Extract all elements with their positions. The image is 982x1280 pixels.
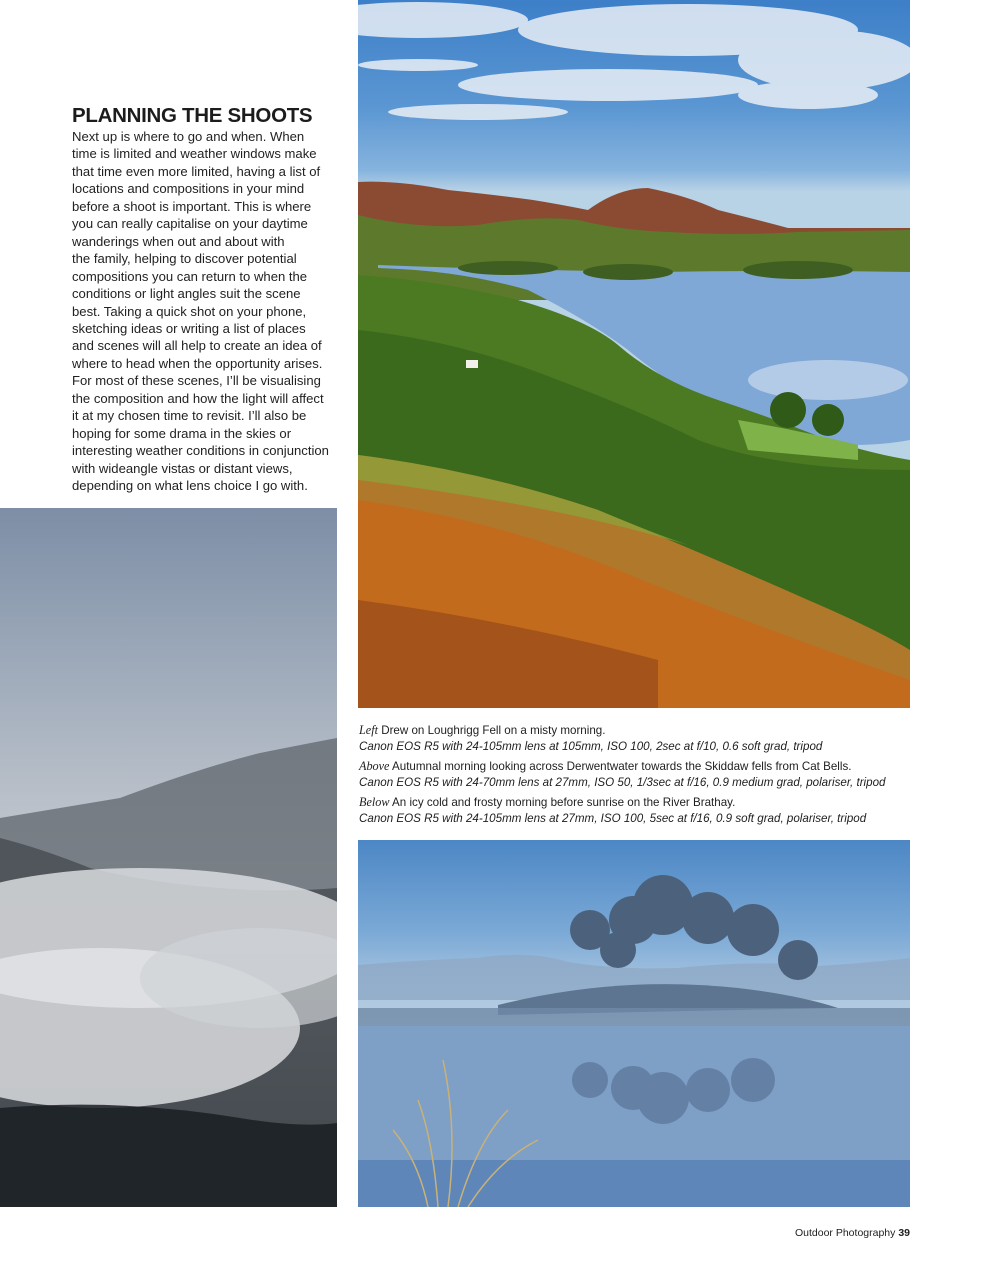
caption-description: An icy cold and frosty morning before sunrise on the River Brathay.	[389, 796, 736, 809]
article-section	[72, 104, 342, 495]
body-line: depending on what lens choice I go with.	[72, 478, 308, 494]
caption-above	[359, 758, 919, 791]
body-line: compositions you can return to when the	[72, 268, 308, 284]
section-heading: PLANNING THE SHOOTS	[72, 104, 313, 127]
caption-camera-settings: Canon EOS R5 with 24-105mm lens at 105mm, ISO 100, 2sec at f/10, 0.6 soft grad, tripod	[359, 740, 823, 753]
caption-description: Autumnal morning looking across Derwentwater towards the Skiddaw fells from Cat Bells.	[389, 760, 852, 773]
misty-fell-illustration	[0, 508, 337, 1207]
body-line: Next up is where to go and when. When	[72, 129, 305, 144]
body-line: sketching ideas or writing a list of places	[72, 320, 306, 336]
body-line: For most of these scenes, I’ll be visualising	[72, 373, 321, 389]
caption-left	[359, 722, 919, 755]
page-folio	[795, 1227, 910, 1239]
photo-derwentwater	[358, 0, 910, 708]
page-number: 39	[898, 1227, 910, 1239]
body-line: wanderings when out and about with	[72, 233, 285, 249]
body-line: you can really capitalise on your daytime	[72, 216, 308, 232]
derwentwater-landscape-illustration	[358, 0, 910, 708]
body-line: where to head when the opportunity arises.	[72, 355, 323, 371]
body-line: interesting weather conditions in conjunction	[72, 443, 329, 459]
caption-position-label: Above	[359, 759, 390, 773]
caption-position-label: Left	[359, 723, 378, 737]
article-body	[72, 128, 342, 495]
body-line: hoping for some drama in the skies or	[72, 425, 292, 441]
body-line: time is limited and weather windows make	[72, 146, 317, 162]
body-line: with wideangle vistas or distant views,	[72, 460, 293, 476]
body-line: the family, helping to discover potential	[72, 251, 297, 267]
body-line: the composition and how the light will affect	[72, 390, 324, 406]
photo-captions	[359, 722, 919, 830]
body-line: before a shoot is important. This is where	[72, 198, 312, 214]
photo-river-brathay	[358, 840, 910, 1207]
body-line: that time even more limited, having a list of	[72, 163, 321, 179]
caption-camera-settings: Canon EOS R5 with 24-70mm lens at 27mm, ISO 50, 1/3sec at f/16, 0.9 medium grad, polariser, tripod	[359, 776, 886, 789]
body-line: best. Taking a quick shot on your phone,	[72, 303, 307, 319]
river-brathay-illustration	[358, 840, 910, 1207]
publication-name: Outdoor Photography	[794, 1227, 899, 1239]
body-line: and scenes will all help to create an idea of	[72, 338, 322, 354]
photo-loughrigg-fell-mist	[0, 508, 337, 1207]
body-line: locations and compositions in your mind	[72, 181, 305, 197]
body-line: conditions or light angles suit the scene	[72, 286, 301, 302]
caption-below	[359, 794, 919, 827]
caption-camera-settings: Canon EOS R5 with 24-105mm lens at 27mm, ISO 100, 5sec at f/16, 0.9 soft grad, polariser, tripod	[359, 812, 867, 825]
body-line: it at my chosen time to revisit. I’ll also be	[72, 408, 307, 424]
caption-description: Drew on Loughrigg Fell on a misty morning.	[377, 724, 606, 737]
caption-position-label: Below	[359, 795, 390, 809]
